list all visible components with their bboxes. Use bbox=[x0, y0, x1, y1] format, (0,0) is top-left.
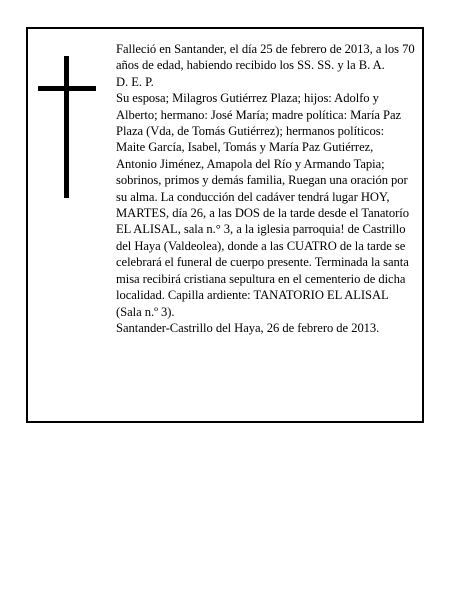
notice-text bbox=[116, 41, 416, 336]
notice-body: Su esposa; Milagros Gutiérrez Plaza; hijos: Adolfo y Alberto; hermano: José María; madre política: María Paz Plaza (Vda, de Tomás Gutiérrez); hermanos políticos: Maite García, Isabel, Tomás y María Paz Gutiérrez, Antonio Jiménez, Amapola del Río y Armando Tapia; sobrinos, primos y demás familia, Ruegan una oración por su alma. La conducción del cadáver tendrá lugar HOY, MARTES, día 26, a las DOS de la tarde desde el Tanatorío EL ALISAL, sala n.° 3, a la iglesia parroquia! de Castrillo del Haya (Valdeolea), donde a las CUATRO de la tarde se celebrará el funeral de cuerpo presente. Terminada la santa misa recibirá cristiana sepultura en el cementerio de dicha localidad. Capilla ardiente: TANATORIO EL ALISAL (Sala n.º 3). bbox=[116, 91, 409, 319]
obituary-notice bbox=[26, 27, 424, 423]
notice-rip: D. E. P. bbox=[116, 74, 154, 89]
cross-horizontal-bar bbox=[38, 86, 96, 91]
cross-icon bbox=[38, 56, 96, 198]
notice-signature: Santander-Castrillo del Haya, 26 de febrero de 2013. bbox=[116, 320, 380, 335]
cross-vertical-bar bbox=[64, 56, 69, 198]
notice-opening: Falleció en Santander, el día 25 de febrero de 2013, a los 70 años de edad, habiendo recibido los SS. SS. y la B. A. bbox=[116, 42, 415, 73]
